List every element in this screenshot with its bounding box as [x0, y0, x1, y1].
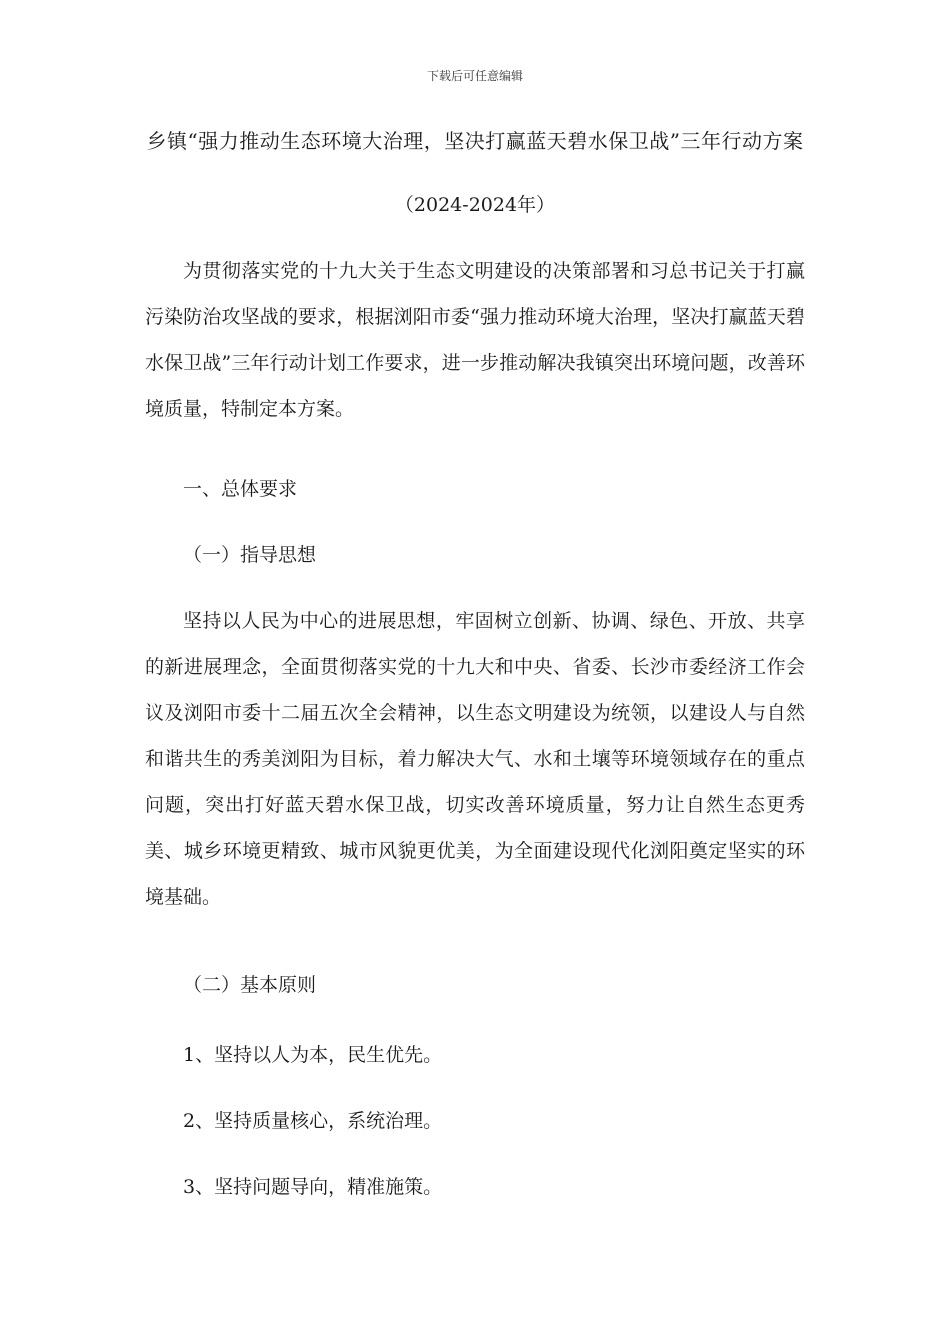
header-note: 下载后可任意编辑: [426, 69, 523, 83]
principle-item: 3、坚持问题导向，精准施策。: [183, 1176, 443, 1198]
principle-item: 1、坚持以人为本，民生优先。: [183, 1044, 443, 1066]
section-heading-overall: 一、总体要求: [183, 478, 298, 500]
intro-paragraph: 为贯彻落实党的十九大关于生态文明建设的决策部署和习总书记关于打赢污染防治攻坚战的要求，根据浏阳市委“强力推动环境大治理，坚决打赢蓝天碧水保卫战”三年行动计划工作要求，进一步推动解决我镇突出环境问题，改善环境质量，特制定本方案。: [145, 260, 805, 420]
subsection-heading-principles: （二）基本原则: [183, 974, 317, 996]
principle-item: 2、坚持质量核心，系统治理。: [183, 1110, 443, 1132]
subsection-heading-guiding: （一）指导思想: [183, 544, 317, 566]
document-title: 乡镇“强力推动生态环境大治理，坚决打赢蓝天碧水保卫战”三年行动方案: [146, 129, 804, 153]
document-subtitle: （2024-2024年）: [394, 194, 556, 216]
guiding-paragraph: 坚持以人民为中心的进展思想，牢固树立创新、协调、绿色、开放、共享的新进展理念，全面贯彻落实党的十九大和中央、省委、长沙市委经济工作会议及浏阳市委十二届五次全会精神，以生态文明建设为统领，以建设人与自然和谐共生的秀美浏阳为目标，着力解决大气、水和土壤等环境领域存在的重点问题，突出打好蓝天碧水保卫战，切实改善环境质量，努力让自然生态更秀美、城乡环境更精致、城市风貌更优美，为全面建设现代化浏阳奠定坚实的环境基础。: [145, 610, 805, 908]
